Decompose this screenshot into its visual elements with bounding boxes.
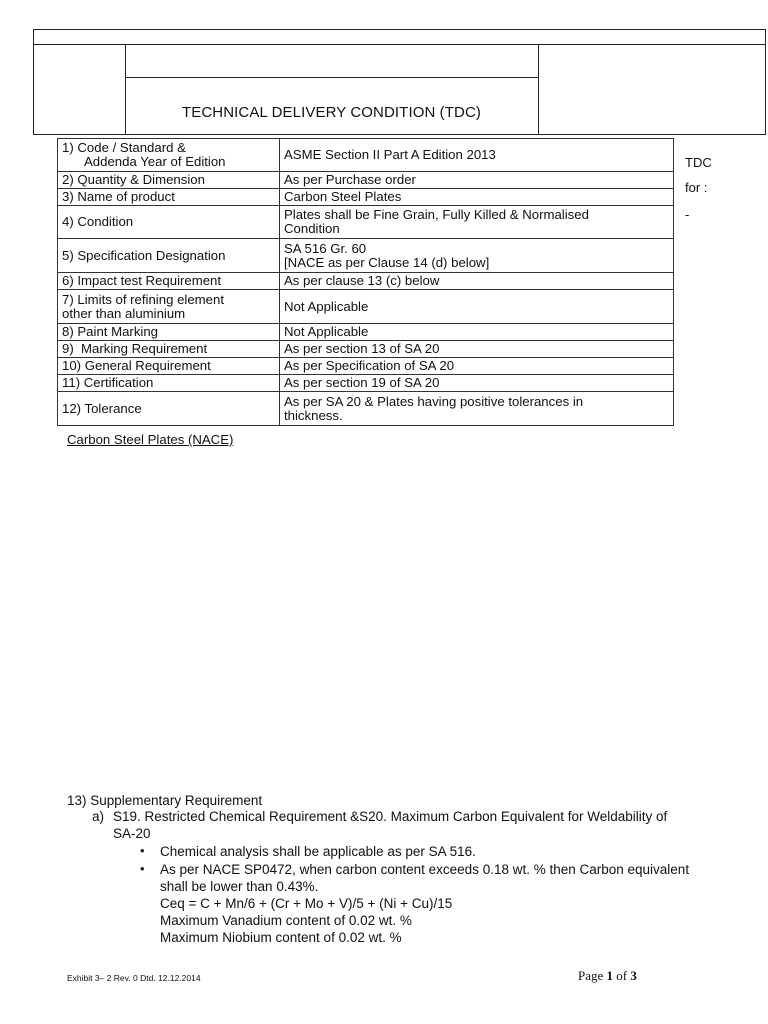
row-label-line1: 7) Limits of refining element bbox=[62, 291, 224, 307]
header-frame-top-border bbox=[33, 29, 766, 30]
side-note-for: for : bbox=[685, 180, 708, 195]
table-row bbox=[58, 375, 674, 392]
row-value: Not Applicable bbox=[280, 324, 674, 341]
row-value-line2: [NACE as per Clause 14 (d) below] bbox=[284, 254, 490, 270]
specification-table bbox=[57, 138, 674, 426]
row-value: As per section 19 of SA 20 bbox=[280, 375, 674, 392]
carbon-equivalent-formula: Ceq = C + Mn/6 + (Cr + Mo + V)/5 + (Ni + Cu)/15 bbox=[160, 896, 453, 911]
page-current: 1 bbox=[606, 968, 614, 983]
table-row bbox=[58, 290, 674, 324]
table-row bbox=[58, 392, 674, 426]
header-frame-bottom-border bbox=[33, 134, 766, 135]
header-frame-left-border bbox=[33, 29, 34, 134]
row-label: 2) Quantity & Dimension bbox=[58, 172, 280, 189]
row-label: 11) Certification bbox=[58, 375, 280, 392]
row-label: 10) General Requirement bbox=[58, 358, 280, 375]
row-value-line1: As per SA 20 & Plates having positive tolerances in bbox=[284, 393, 584, 409]
row-label: 6) Impact test Requirement bbox=[58, 273, 280, 290]
row-label bbox=[58, 139, 280, 172]
row-value: Carbon Steel Plates bbox=[280, 189, 674, 206]
bullet-icon: • bbox=[140, 843, 145, 858]
supplementary-heading: 13) Supplementary Requirement bbox=[67, 793, 263, 808]
page-number bbox=[578, 968, 637, 984]
table-row bbox=[58, 324, 674, 341]
row-value bbox=[280, 206, 674, 239]
footer-revision: Exhibit 3– 2 Rev. 0 Dtd. 12.12.2014 bbox=[67, 973, 201, 983]
page-of: of bbox=[613, 968, 631, 983]
vanadium-limit: Maximum Vanadium content of 0.02 wt. % bbox=[160, 913, 412, 928]
header-title-right-border bbox=[538, 44, 539, 134]
row-value-line1: SA 516 Gr. 60 bbox=[284, 240, 367, 256]
row-value bbox=[280, 392, 674, 426]
row-value bbox=[280, 239, 674, 273]
row-value-line2: thickness. bbox=[284, 407, 343, 423]
side-note-dash: - bbox=[685, 207, 690, 222]
table-row bbox=[58, 206, 674, 239]
row-value: As per Purchase order bbox=[280, 172, 674, 189]
table-row bbox=[58, 189, 674, 206]
page-prefix: Page bbox=[578, 968, 607, 983]
table-row bbox=[58, 139, 674, 172]
table-row bbox=[58, 172, 674, 189]
table-row bbox=[58, 273, 674, 290]
row-value: As per Specification of SA 20 bbox=[280, 358, 674, 375]
header-frame-right-border bbox=[765, 29, 766, 134]
page-total: 3 bbox=[630, 968, 637, 983]
row-label: 8) Paint Marking bbox=[58, 324, 280, 341]
niobium-limit: Maximum Niobium content of 0.02 wt. % bbox=[160, 930, 402, 945]
supplementary-item-text: S19. Restricted Chemical Requirement &S20. Maximum Carbon Equivalent for Weldability of SA-20 bbox=[113, 809, 668, 841]
row-value-line2: Condition bbox=[284, 221, 340, 236]
row-value: Not Applicable bbox=[280, 290, 674, 324]
header-title-divider bbox=[125, 77, 538, 78]
row-label-line2: Addenda Year of Edition bbox=[84, 154, 226, 169]
bullet-text: Chemical analysis shall be applicable as per SA 516. bbox=[160, 844, 476, 859]
header-frame-row-border bbox=[33, 44, 766, 45]
row-value-line1: Plates shall be Fine Grain, Fully Killed & Normalised bbox=[284, 207, 589, 222]
supplementary-item-marker: a) bbox=[92, 809, 105, 824]
nace-section-heading: Carbon Steel Plates (NACE) bbox=[67, 432, 234, 447]
row-value: ASME Section II Part A Edition 2013 bbox=[280, 139, 674, 172]
row-value: As per section 13 of SA 20 bbox=[280, 341, 674, 358]
row-label: 9) Marking Requirement bbox=[58, 341, 280, 358]
side-note-tdc: TDC bbox=[685, 155, 712, 170]
row-label: 5) Specification Designation bbox=[58, 239, 280, 273]
row-label: 4) Condition bbox=[58, 206, 280, 239]
row-value: As per clause 13 (c) below bbox=[280, 273, 674, 290]
row-label: 3) Name of product bbox=[58, 189, 280, 206]
bullet-text: As per NACE SP0472, when carbon content exceeds 0.18 wt. % then Carbon equivalent shall be lower than 0.43%. bbox=[160, 862, 690, 894]
table-row bbox=[58, 239, 674, 273]
row-label-line1: 1) Code / Standard & bbox=[62, 140, 186, 155]
row-label: 12) Tolerance bbox=[58, 392, 280, 426]
bullet-icon: • bbox=[140, 861, 145, 876]
table-row bbox=[58, 341, 674, 358]
row-label bbox=[58, 290, 280, 324]
document-title: TECHNICAL DELIVERY CONDITION (TDC) bbox=[182, 104, 481, 121]
table-row bbox=[58, 358, 674, 375]
row-label-line2: other than aluminium bbox=[62, 305, 186, 321]
